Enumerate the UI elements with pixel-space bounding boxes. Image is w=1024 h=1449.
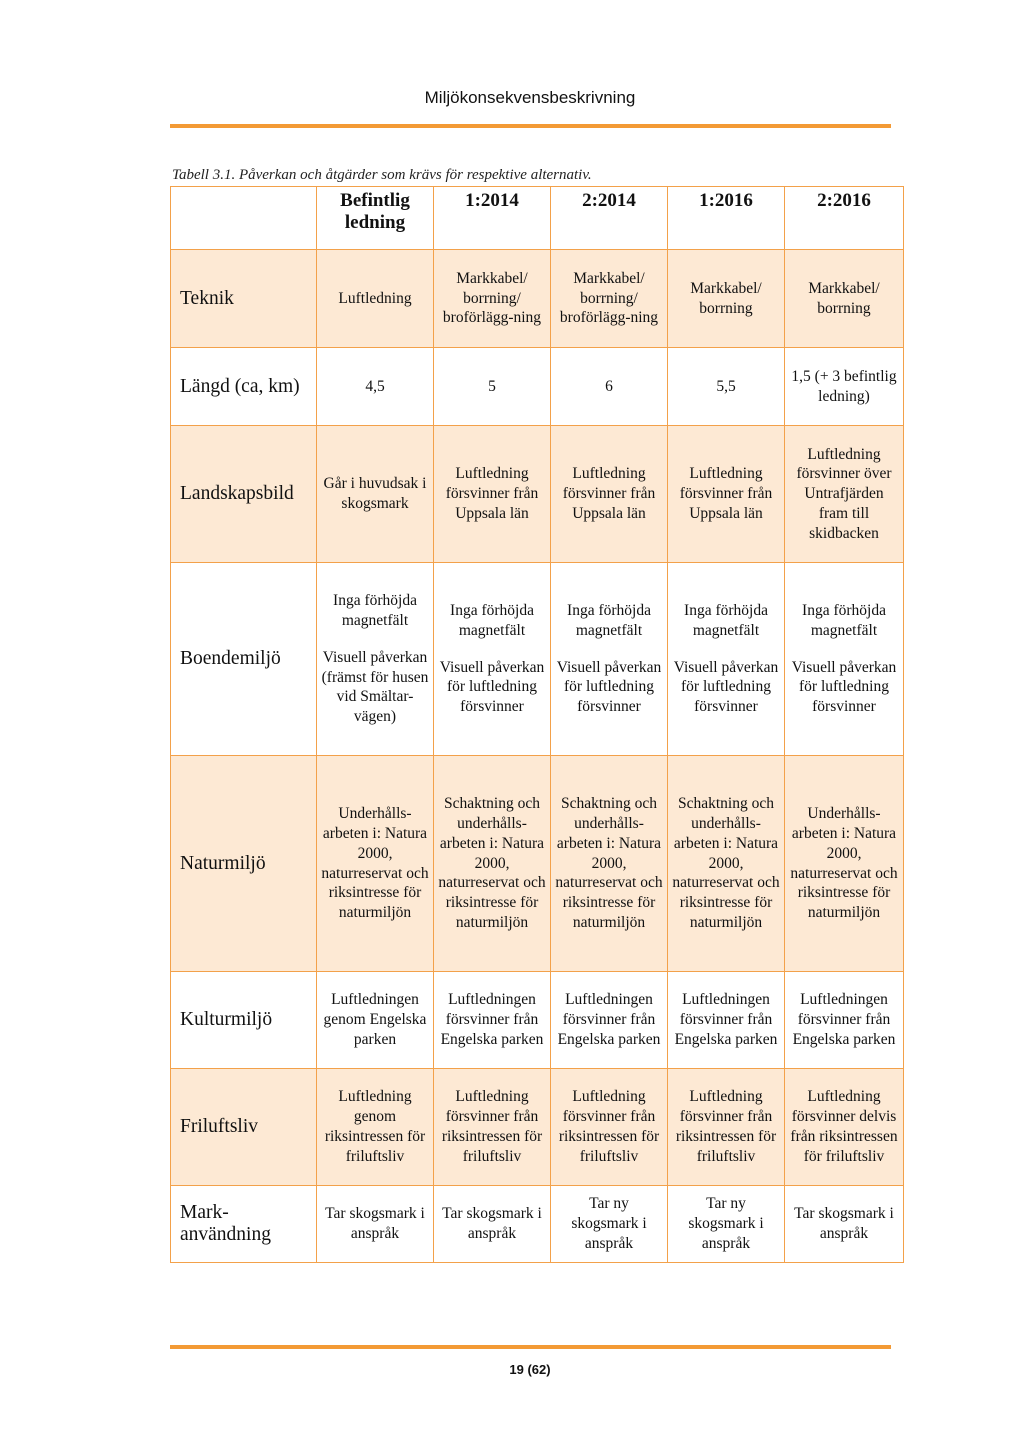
table-cell: Luftledningen försvinner från Engelska parken (434, 972, 551, 1069)
cell-paragraph: Inga förhöjda magnetfält (684, 602, 768, 639)
column-header: 2:2014 (551, 187, 668, 250)
table-cell: 4,5 (317, 348, 434, 426)
cell-paragraph: Visuell påverkan för luftledning försvinner (556, 658, 662, 716)
table-row (171, 426, 904, 563)
table-row (171, 250, 904, 348)
table-row (171, 972, 904, 1069)
impact-table (170, 186, 904, 1263)
cell-paragraph: Visuell påverkan för luftledning försvinner (439, 658, 545, 716)
table-cell (434, 563, 551, 756)
table-cell: Luftledning försvinner från riksintressen för friluftsliv (551, 1069, 668, 1186)
row-label: Kulturmiljö (171, 972, 317, 1069)
table-cell: Schaktning och underhålls-arbeten i: Natura 2000, naturreservat och riksintresse för naturmiljön (434, 756, 551, 972)
column-header: Befintlig ledning (317, 187, 434, 250)
page-header-title: Miljökonsekvensbeskrivning (424, 88, 636, 107)
cell-paragraph: Visuell påverkan för luftledning försvinner (673, 658, 779, 716)
table-row (171, 1186, 904, 1263)
cell-paragraph: Inga förhöjda magnetfält (802, 602, 886, 639)
table-cell: Luftledning försvinner över Untrafjärden fram till skidbacken (785, 426, 904, 563)
page-number: 19 (62) (509, 1362, 551, 1377)
table-cell: Luftledning genom riksintressen för friluftsliv (317, 1069, 434, 1186)
cell-paragraph: Inga förhöjda magnetfält (567, 602, 651, 639)
table-cell: Luftledning försvinner från Uppsala län (668, 426, 785, 563)
table-cell: 5 (434, 348, 551, 426)
cell-paragraph: Inga förhöjda magnetfält (333, 592, 417, 629)
header-rule (170, 124, 891, 128)
table-cell: Tar skogsmark i anspråk (434, 1186, 551, 1263)
table-cell (785, 563, 904, 756)
table-cell (551, 563, 668, 756)
table-cell: Luftledning försvinner från Uppsala län (434, 426, 551, 563)
column-header: 1:2014 (434, 187, 551, 250)
table-cell: Tar skogsmark i anspråk (785, 1186, 904, 1263)
column-header: 2:2016 (785, 187, 904, 250)
row-label: Teknik (171, 250, 317, 348)
table-cell (317, 563, 434, 756)
table-row (171, 1069, 904, 1186)
table-cell: Schaktning och underhålls-arbeten i: Natura 2000, naturreservat och riksintresse för naturmiljön (668, 756, 785, 972)
table-cell: 6 (551, 348, 668, 426)
column-header: 1:2016 (668, 187, 785, 250)
row-label: Mark-användning (171, 1186, 317, 1263)
table-cell: Tar ny skogsmark i anspråk (668, 1186, 785, 1263)
table-cell: Luftledningen genom Engelska parken (317, 972, 434, 1069)
row-label: Boendemiljö (171, 563, 317, 756)
table-cell: 5,5 (668, 348, 785, 426)
table-cell: Luftledningen försvinner från Engelska parken (551, 972, 668, 1069)
table-row (171, 563, 904, 756)
row-label: Naturmiljö (171, 756, 317, 972)
table-caption: Tabell 3.1. Påverkan och åtgärder som krävs för respektive alternativ. (172, 167, 592, 183)
table-cell: 1,5 (+ 3 befintlig ledning) (785, 348, 904, 426)
table-cell: Luftledning försvinner från Uppsala län (551, 426, 668, 563)
table-cell: Markkabel/ borrning/ broförlägg-ning (434, 250, 551, 348)
cell-paragraph: Visuell påverkan (främst för husen vid Smältar-vägen) (321, 648, 429, 726)
table-cell: Luftledningen försvinner från Engelska parken (785, 972, 904, 1069)
table-cell: Markkabel/ borrning (668, 250, 785, 348)
table-row (171, 348, 904, 426)
table-cell: Luftledning försvinner från riksintressen för friluftsliv (434, 1069, 551, 1186)
table-header-row (171, 187, 904, 250)
cell-paragraph: Inga förhöjda magnetfält (450, 602, 534, 639)
table-cell (668, 563, 785, 756)
table-cell: Markkabel/ borrning/ broförlägg-ning (551, 250, 668, 348)
column-header (171, 187, 317, 250)
row-label: Landskapsbild (171, 426, 317, 563)
table-cell: Tar skogsmark i anspråk (317, 1186, 434, 1263)
table-cell: Går i huvudsak i skogsmark (317, 426, 434, 563)
table-cell: Luftledning (317, 250, 434, 348)
table-cell: Luftledning försvinner från riksintressen för friluftsliv (668, 1069, 785, 1186)
table-cell: Tar ny skogsmark i anspråk (551, 1186, 668, 1263)
table-cell: Underhålls-arbeten i: Natura 2000, naturreservat och riksintresse för naturmiljön (785, 756, 904, 972)
table-row (171, 756, 904, 972)
table-cell: Schaktning och underhålls-arbeten i: Natura 2000, naturreservat och riksintresse för naturmiljön (551, 756, 668, 972)
table-cell: Markkabel/ borrning (785, 250, 904, 348)
table-cell: Luftledning försvinner delvis från riksintressen för friluftsliv (785, 1069, 904, 1186)
row-label: Längd (ca, km) (171, 348, 317, 426)
table-cell: Luftledningen försvinner från Engelska parken (668, 972, 785, 1069)
row-label: Friluftsliv (171, 1069, 317, 1186)
table-cell: Underhålls-arbeten i: Natura 2000, naturreservat och riksintresse för naturmiljön (317, 756, 434, 972)
cell-paragraph: Visuell påverkan för luftledning försvinner (791, 658, 897, 716)
footer-rule (170, 1345, 891, 1349)
